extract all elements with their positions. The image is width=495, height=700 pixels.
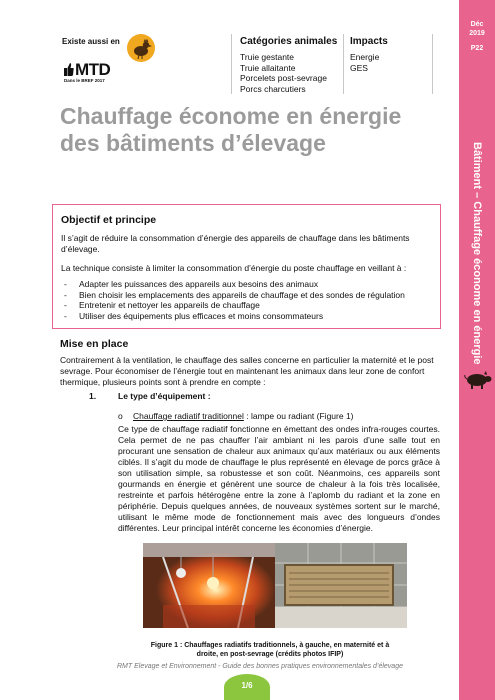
header-divider	[343, 34, 344, 94]
sub-bullet-heading: Chauffage radiatif traditionnel	[133, 411, 244, 421]
objective-title: Objectif et principe	[61, 214, 157, 226]
vertical-title-text: Bâtiment – Chauffage économe en énergie	[471, 142, 483, 365]
page-number: 1/6	[241, 681, 253, 690]
body-paragraph: Ce type de chauffage radiatif fonctionne en émettant des ondes infra-rouges courtes. Cela permet de ne pas chauffer l’air ambiant ni les parois d’une salle tout en procurant une sensation de chaleur aux animaux qu’aux matériaux ou aux éléments ciblés. Il s’agit du mode de chauffage le plus représenté en élevage de porcs grâce à son utilisation simple, sa robustesse et son coût. Néanmoins, ces appareils sont gourmands en énergie et génèrent une source de chaleur à la fois très localisée, restreinte et parfois hétérogène entre la zone à l’aplomb du radiant et la zone en périphérie. Depuis quelques années, de nouveaux systèmes sortent sur le marché, utilisant le même mode de fonctionnement mais avec des longueurs d’ondes différentes. Leur principal intérêt concerne les économies d’énergie.	[118, 424, 440, 533]
mtd-logo	[64, 60, 124, 88]
category-item: Truie allaitante	[240, 62, 296, 73]
impact-item: GES	[350, 62, 368, 73]
objective-bullet-text: Entretenir et nettoyer les appareils de chauffage	[79, 300, 260, 310]
categories-list	[240, 52, 327, 94]
objective-box	[52, 204, 441, 329]
figure-caption	[110, 641, 430, 659]
date-year: 2019	[469, 30, 485, 37]
header-divider	[231, 34, 232, 94]
exist-label: Existe aussi en	[62, 37, 120, 46]
footer-text: RMT Elevage et Environnement - Guide des bonnes pratiques environnementales d’élevage	[116, 663, 403, 670]
sub-bullet-rest: : lampe ou radiant (Figure 1)	[243, 411, 354, 421]
page-title-line: des bâtiments d’élevage	[60, 130, 326, 156]
sub-bullet-marker: o	[118, 411, 123, 421]
category-item: Porcelets post-sevrage	[240, 73, 327, 83]
intro-paragraph: Contrairement à la ventilation, le chauffage des salles concerne en particulier la maternité et le post sevrage. Pour économiser de l’énergie tout en maintenant les animaux dans leur zone de confort thermique, plusieurs points sont à prendre en compte :	[60, 355, 434, 387]
objective-bullet-list	[61, 279, 405, 321]
page-code: P22	[470, 45, 484, 52]
objective-paragraph: Il s’agit de réduire la consommation d’énergie des appareils de chauffage dans les bâtiments d’élevage.	[61, 233, 410, 254]
photo-maternity-heater	[143, 543, 275, 628]
sub-bullet-label	[133, 411, 354, 421]
list-item-label: Le type d’équipement :	[118, 391, 211, 401]
categories-title: Catégories animales	[240, 36, 338, 47]
date-month: Déc	[470, 21, 484, 28]
objective-bullet: - Bien choisir les emplacements des appareils de chauffage et des sondes de régulation	[64, 289, 405, 300]
mtd-logo-text: MTD	[75, 60, 111, 79]
header-divider	[432, 34, 433, 94]
objective-bullet-text: Utiliser des équipements plus efficaces et moins consommateurs	[79, 310, 324, 321]
impact-item: Energie	[350, 52, 380, 62]
page-title-line: Chauffage économe en énergie	[60, 103, 402, 129]
objective-paragraph: La technique consiste à limiter la consommation d’énergie du poste chauffage en veillant à :	[61, 263, 407, 273]
date-label	[459, 20, 495, 38]
figure-caption-line: Figure 1 : Chauffages radiatifs traditionnels, à gauche, en maternité et à	[150, 642, 390, 649]
objective-bullet-text: Adapter les puissances des appareils aux besoins des animaux	[79, 279, 319, 289]
thumbs-up-icon	[64, 62, 74, 76]
category-item: Truie gestante	[240, 52, 295, 62]
photo-post-weaning-heater	[275, 543, 407, 628]
impacts-list	[350, 52, 379, 73]
page-title	[60, 103, 450, 157]
objective-bullet: - Adapter les puissances des appareils aux besoins des animaux	[64, 279, 319, 289]
mtd-subtitle: Dans le BREF 2017	[64, 78, 105, 83]
list-number: 1.	[89, 391, 97, 401]
objective-bullet: - Entretenir et nettoyer les appareils de chauffage	[64, 300, 260, 310]
category-item: Porcs charcutiers	[240, 83, 306, 94]
objective-bullet: - Utiliser des équipements plus efficaces et moins consommateurs	[64, 310, 324, 321]
figure-caption-line: droite, en post-sevrage (crédits photos IFIP)	[196, 651, 344, 658]
section-title: Mise en place	[60, 338, 129, 350]
impacts-title: Impacts	[350, 36, 388, 47]
poultry-icon	[127, 34, 155, 62]
pig-icon	[463, 370, 493, 390]
objective-bullet-text: Bien choisir les emplacements des appareils de chauffage et des sondes de régulation	[79, 289, 405, 300]
